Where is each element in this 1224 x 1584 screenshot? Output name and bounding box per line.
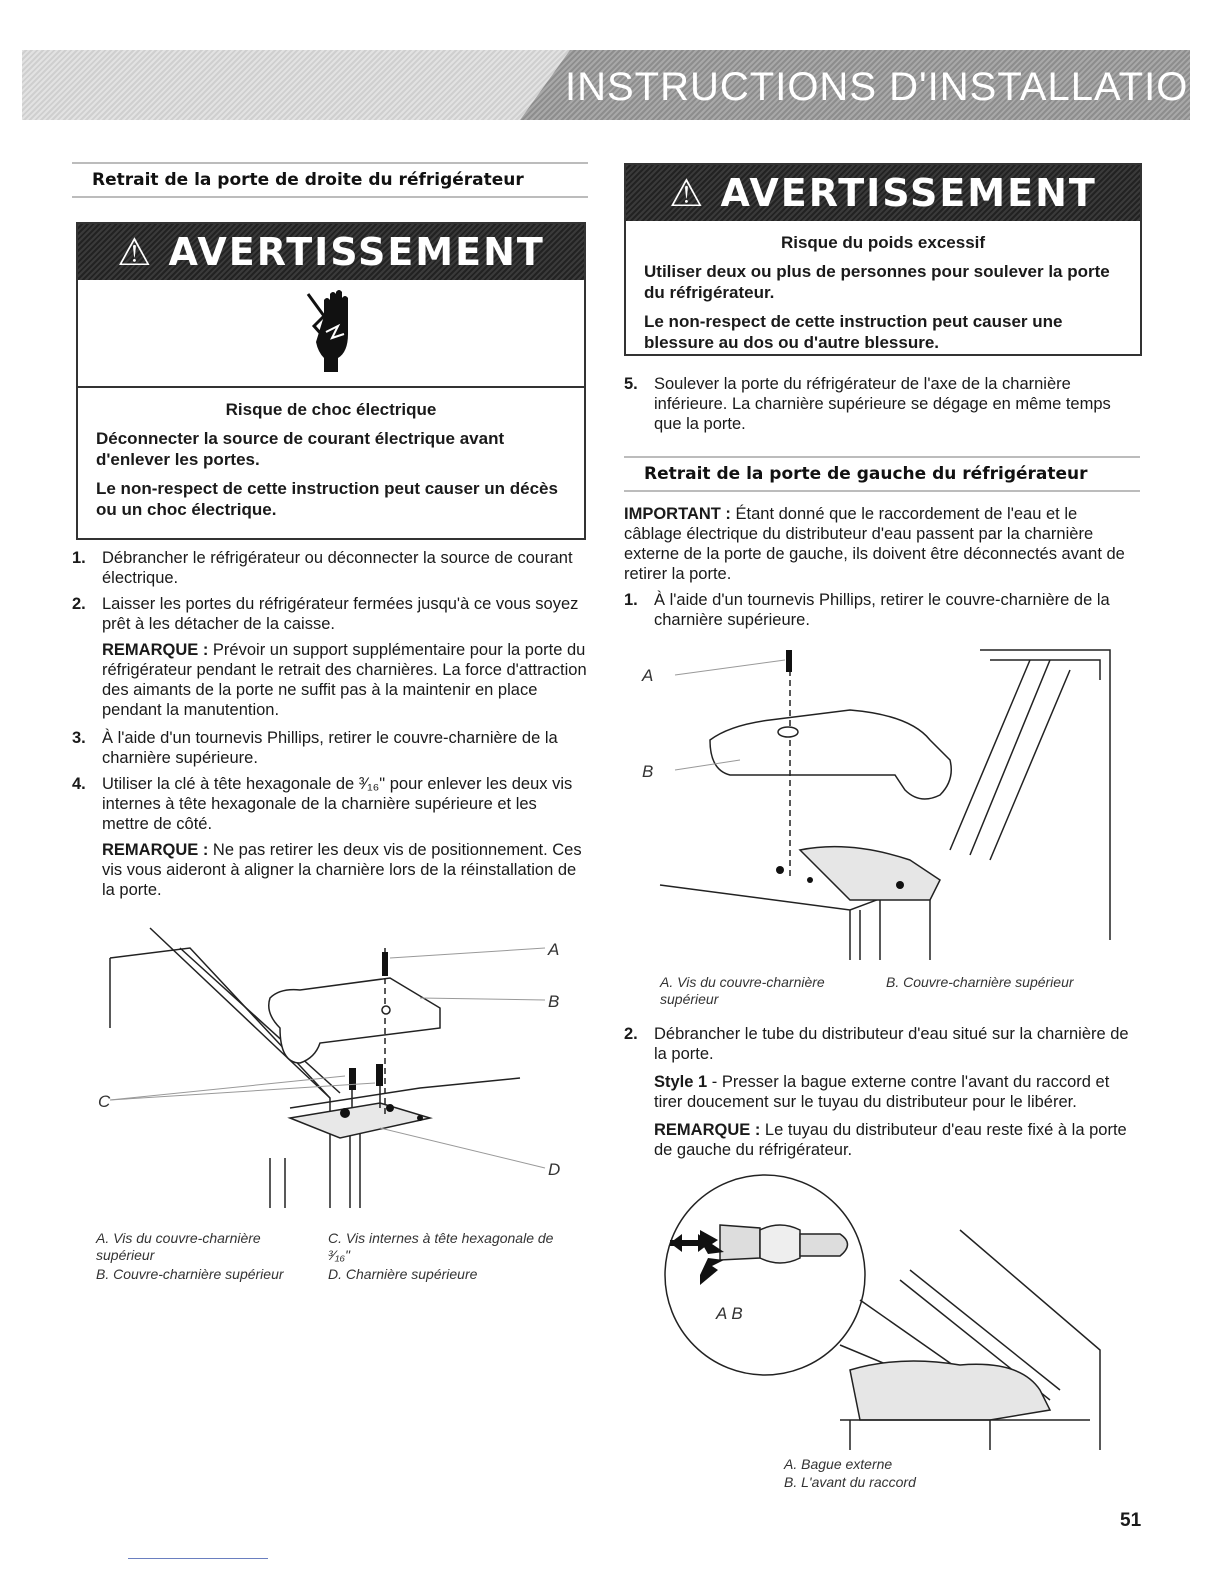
step-list-left [72, 548, 587, 900]
caption-left-b: B. Couvre-charnière supérieur [96, 1266, 284, 1282]
figure-label-a: A [548, 940, 560, 959]
step-item: 3. À l'aide d'un tournevis Phillips, retirer le couvre-charnière de la charnière supérieure. [72, 729, 558, 767]
footer-rule [128, 1558, 268, 1559]
figure-label-a: A [642, 666, 654, 685]
figure-label-d: D [548, 1160, 561, 1179]
warning-line-2: Le non-respect de cette instruction peut causer un décès ou un choc électrique. [96, 479, 558, 519]
caption-bague-externe: A. Bague externe [784, 1456, 893, 1472]
page-number: 51 [1120, 1510, 1142, 1531]
caption-left-c: C. Vis internes à tête hexagonale de ³⁄₁₆" [328, 1230, 554, 1263]
hinge-cover-illustration-left [650, 640, 1130, 960]
step-item: 4. Utiliser la clé à tête hexagonale de ³⁄₁₆" pour enlever les deux vis internes à tête hexagonale de la charnière supérieure et les mettre de côté. [72, 775, 573, 833]
caption-right-a: A. Vis du couvre-charnière supérieur [660, 974, 825, 1007]
warning-box-weight [624, 163, 1142, 356]
figure-label-b: B [642, 762, 654, 781]
step-5: 5. Soulever la porte du réfrigérateur de l'axe de la charnière inférieure. La charnière supérieure se dégage en même temps que la porte. [624, 375, 1111, 433]
step-1-right: 1. À l'aide d'un tournevis Phillips, retirer le couvre-charnière de la charnière supérieure. [624, 591, 1110, 629]
figure-label-c: C [98, 1092, 111, 1111]
step-2-right [624, 1024, 1139, 1160]
caption-avant-raccord: B. L'avant du raccord [784, 1474, 916, 1490]
caption-right-b: B. Couvre-charnière supérieur [886, 974, 1074, 990]
note-positioning-screws: REMARQUE : Ne pas retirer les deux vis de positionnement. Ces vis vous aideront à aligner la charnière lors de la réinstallation de la porte. [102, 841, 582, 899]
warning-banner: ⚠ AVERTISSEMENT [626, 165, 1140, 221]
electric-shock-hand-icon [294, 286, 374, 376]
warning-line-2: Le non-respect de cette instruction peut causer une blessure au dos ou d'autre blessure. [644, 312, 1063, 352]
shock-hazard-area [78, 280, 584, 388]
warning-box-electric [76, 222, 586, 540]
hazard-title: Risque du poids excessif [780, 233, 986, 252]
hazard-title: Risque de choc électrique [225, 400, 437, 419]
step-item: 2. Laisser les portes du réfrigérateur fermées jusqu'à ce vous soyez prêt à les détacher de la caisse. [72, 595, 579, 633]
section-title-left-door: Retrait de la porte de gauche du réfrigérateur [624, 456, 1140, 492]
style-1-instruction: Style 1 - Presser la bague externe contre l'avant du raccord et tirer doucement sur le tuyau du distributeur pour le libérer. [654, 1073, 1110, 1111]
figure-label-ab: A B [716, 1304, 743, 1323]
page-header-title: INSTRUCTIONS D'INSTALLATION [565, 65, 1219, 109]
step-item: 1. Débrancher le réfrigérateur ou déconnecter la source de courant électrique. [72, 549, 573, 587]
note-water-tube: REMARQUE : Le tuyau du distributeur d'eau reste fixé à la porte de gauche du réfrigérateur. [654, 1121, 1127, 1159]
warning-line-1: Utiliser deux ou plus de personnes pour soulever la porte du réfrigérateur. [644, 262, 1110, 302]
warning-line-1: Déconnecter la source de courant électrique avant d'enlever les portes. [96, 429, 505, 469]
figure-label-b: B [548, 992, 560, 1011]
warning-triangle-icon: ⚠ [117, 230, 154, 274]
step-item: 2. Débrancher le tube du distributeur d'eau situé sur la charnière de la porte. [624, 1025, 1129, 1063]
hinge-removal-illustration-right [90, 918, 570, 1218]
important-note: IMPORTANT : Étant donné que le raccordement de l'eau et le câblage électrique du distributeur d'eau passent par la charnière externe de la porte de gauche, ils doivent être déconnectés avant de retirer la porte. [624, 505, 1125, 583]
warning-triangle-icon: ⚠ [669, 171, 706, 215]
section-title-right-door: Retrait de la porte de droite du réfrigérateur [72, 162, 588, 198]
warning-banner: ⚠ AVERTISSEMENT [78, 224, 584, 280]
caption-left-d: D. Charnière supérieure [328, 1266, 478, 1282]
note-support: REMARQUE : Prévoir un support supplémentaire pour la porte du réfrigérateur pendant le retrait des charnières. La force d'attraction des aimants de la porte ne suffit pas à la maintenir en place pendant la manutention. [102, 641, 587, 719]
caption-left-a: A. Vis du couvre-charnière supérieur [96, 1230, 261, 1263]
